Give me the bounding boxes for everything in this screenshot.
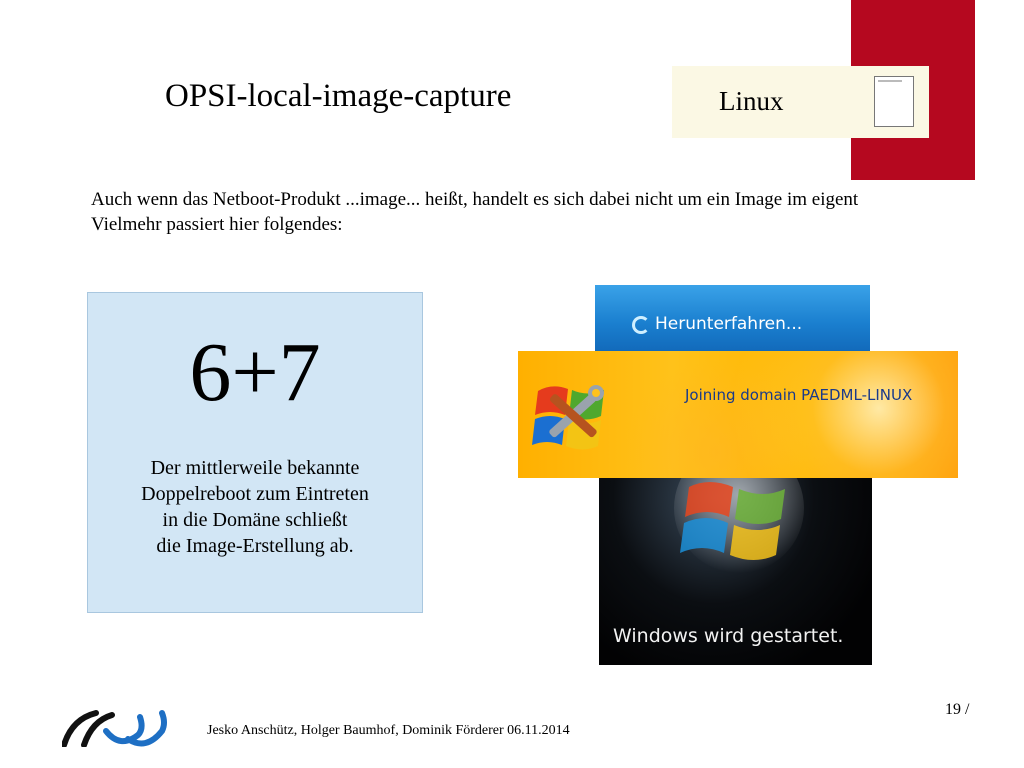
- os-label: Linux: [719, 86, 784, 116]
- info-line-3: in die Domäne schließt: [162, 509, 348, 531]
- shutdown-text: Herunterfahren...: [655, 314, 803, 334]
- domain-join-screenshot: [518, 351, 958, 478]
- document-thumbnail-icon: [874, 76, 914, 127]
- footer-authors: Jesko Anschütz, Holger Baumhof, Dominik Förderer 06.11.2014: [207, 723, 570, 738]
- slide-title: OPSI-local-image-capture: [165, 78, 512, 114]
- page-number: 19 /: [945, 701, 970, 718]
- school-logo: [62, 709, 172, 747]
- windows-boot-text: Windows wird gestartet.: [613, 625, 844, 647]
- info-box: [87, 292, 423, 613]
- tools-windows-logo-icon: [532, 381, 612, 457]
- info-box-text: [88, 455, 422, 559]
- shutdown-screenshot: [595, 285, 870, 355]
- step-number: 6+7: [189, 326, 321, 419]
- intro-text: [91, 187, 1024, 237]
- windows-logo-icon: [669, 475, 809, 583]
- domain-join-text: Joining domain PAEDML-LINUX: [685, 386, 913, 404]
- os-label-box: [672, 66, 929, 138]
- loading-spinner-icon: [632, 316, 650, 334]
- info-line-1: Der mittlerweile bekannte: [150, 457, 360, 479]
- info-line-2: Doppelreboot zum Eintreten: [141, 483, 369, 505]
- info-line-4: die Image-Erstellung ab.: [156, 535, 354, 557]
- windows-boot-screenshot: [599, 475, 872, 665]
- intro-line-1: Auch wenn das Netboot-Produkt ...image... heißt, handelt es sich dabei nicht um ein Image im eigent: [91, 189, 859, 210]
- intro-line-2: Vielmehr passiert hier folgendes:: [91, 214, 343, 235]
